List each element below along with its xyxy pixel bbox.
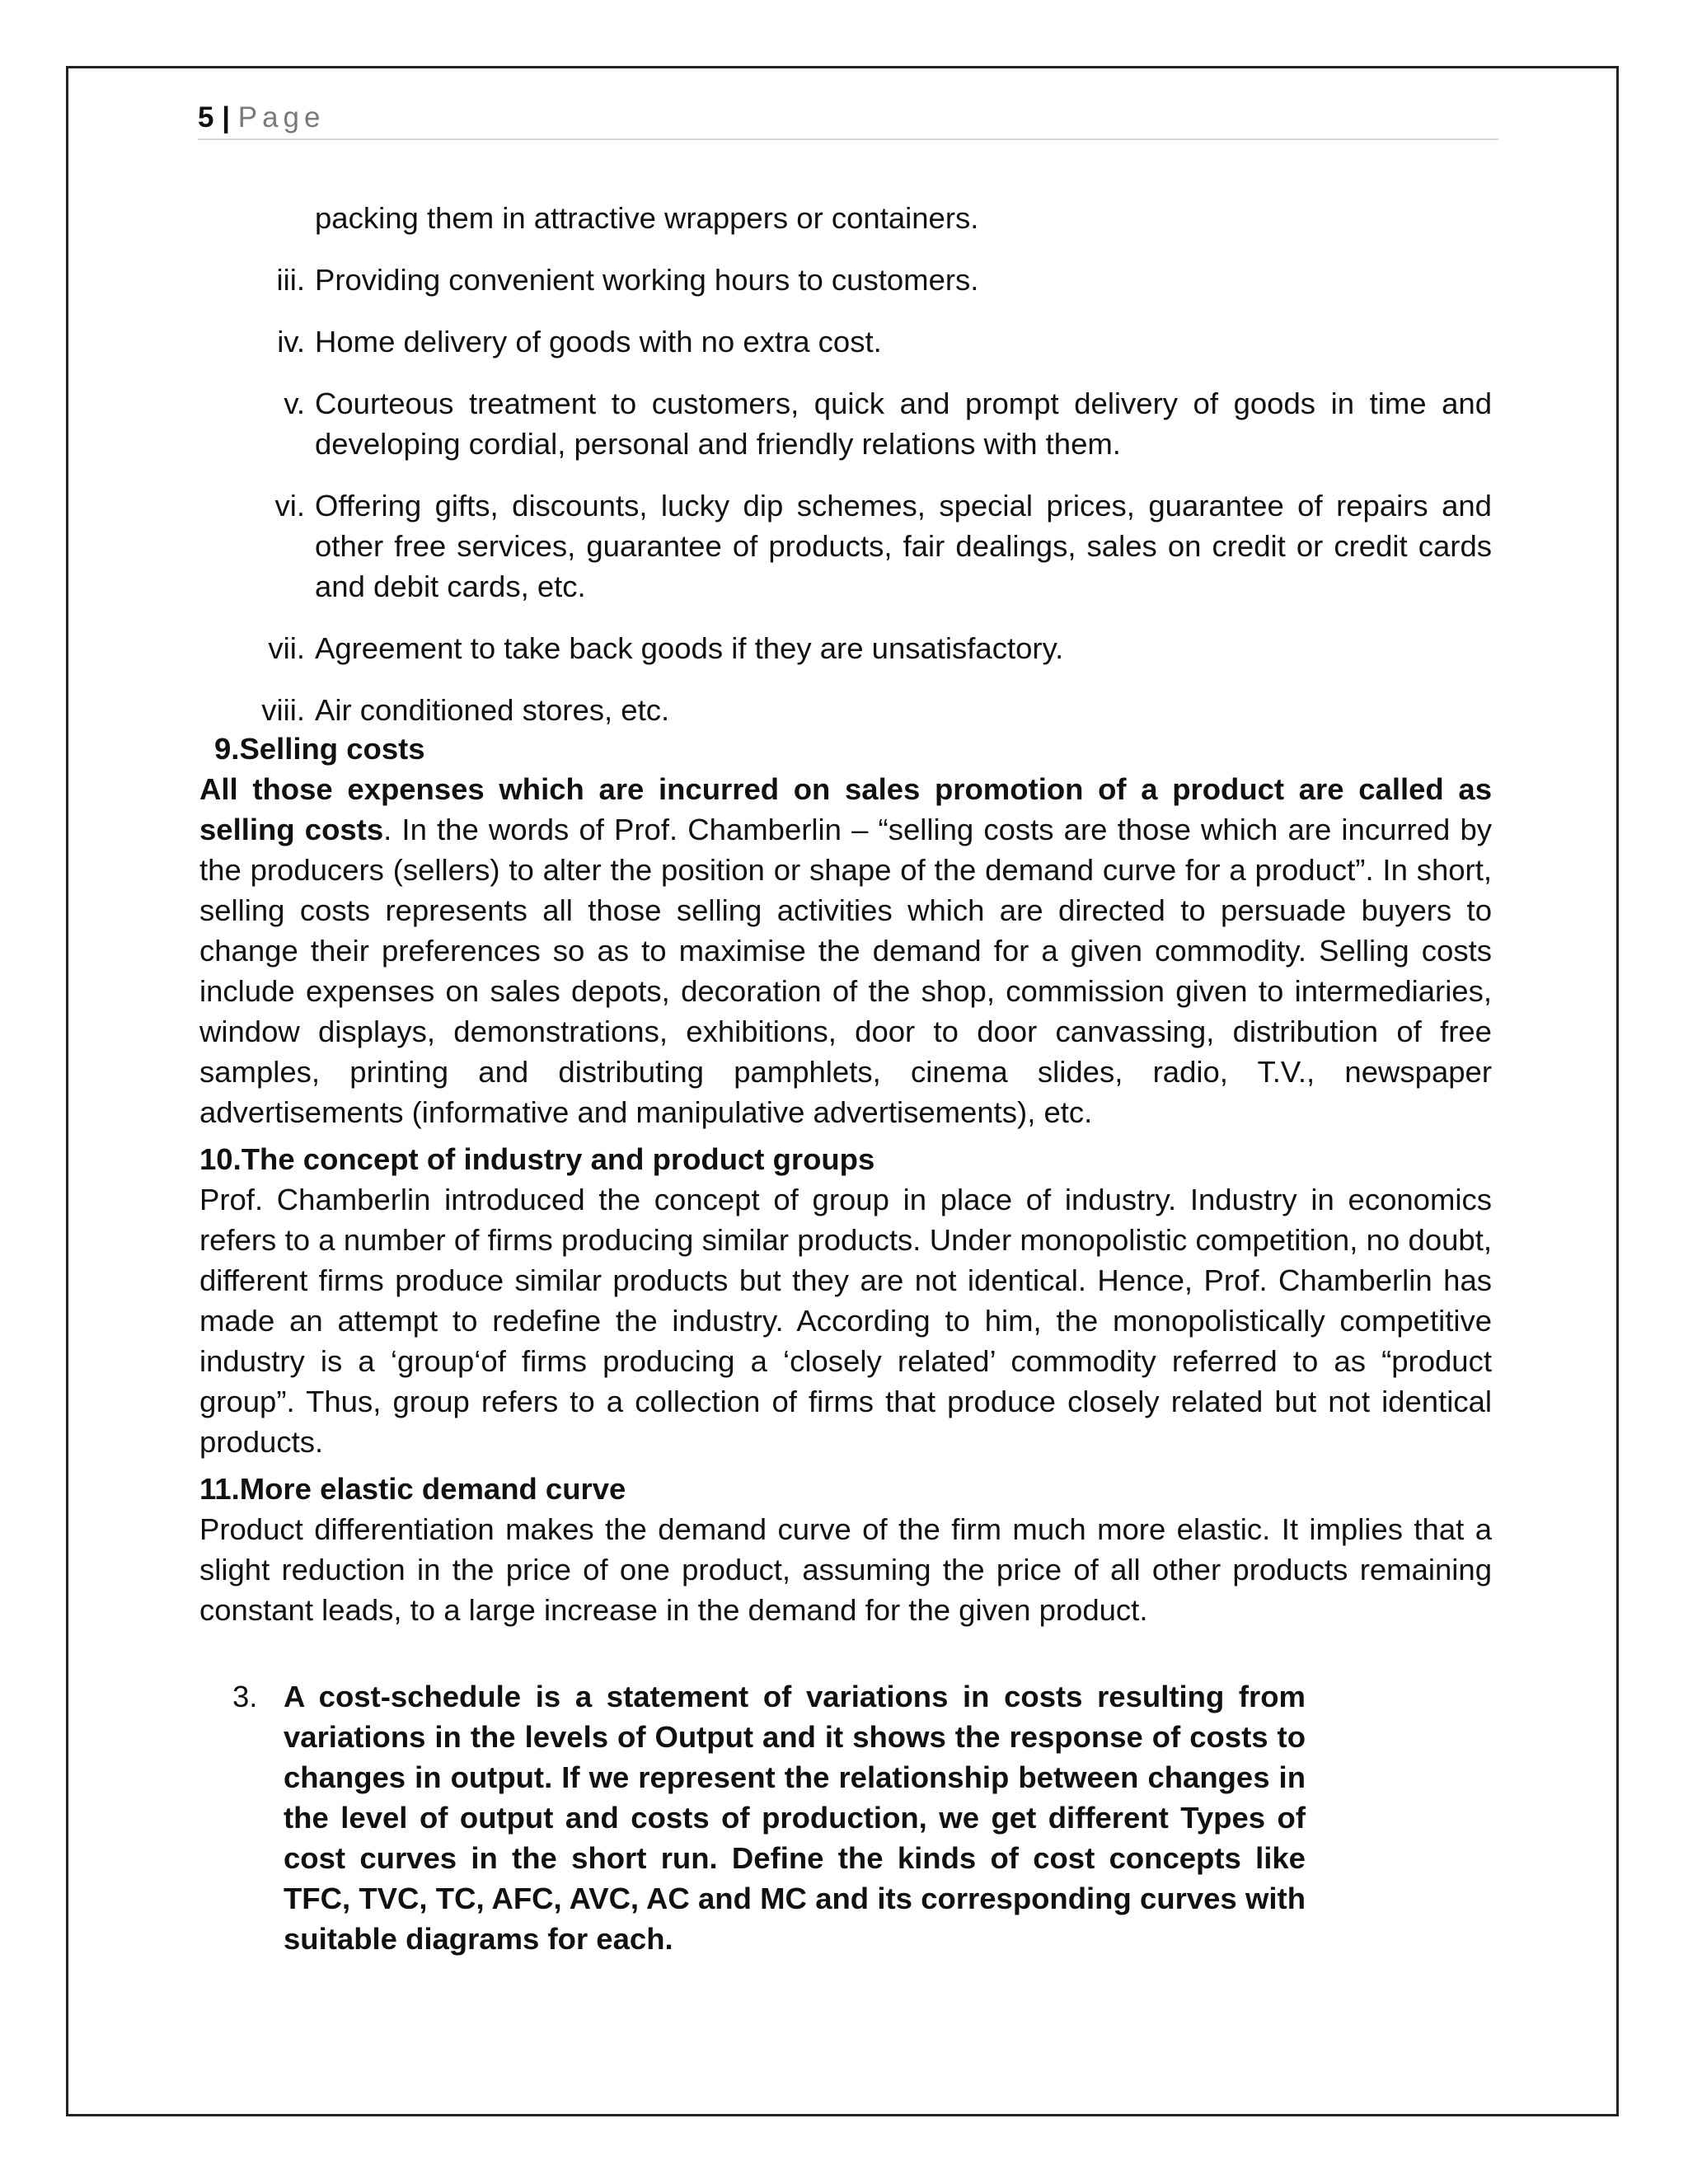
section-paragraph-elastic-demand [199, 1509, 1492, 1630]
list-item-text: Offering gifts, discounts, lucky dip schemes, special prices, guarantee of repairs and other free services, guarantee of products, fair dealings, sales on credit or credit cards and debit cards, etc. [315, 489, 1492, 603]
list-item [199, 260, 1492, 300]
section-heading-elastic-demand: 11.More elastic demand curve [199, 1472, 626, 1506]
list-item-number: vi. [274, 489, 305, 523]
list-item [199, 198, 1492, 238]
list-item-number: viii. [261, 693, 305, 727]
header-separator: | [222, 101, 230, 134]
section-heading-industry-groups: 10.The concept of industry and product groups [199, 1142, 875, 1176]
section-heading-selling-costs: 9.Selling costs [214, 732, 425, 766]
list-item-text: Air conditioned stores, etc. [315, 693, 670, 727]
question [199, 1676, 1306, 1959]
page-content [199, 198, 1492, 1959]
list-item-number: v. [284, 387, 305, 420]
list-item-text: Providing convenient working hours to customers. [315, 263, 979, 297]
question-number: 3. [232, 1680, 258, 1713]
list-item-number: iii. [276, 263, 305, 297]
section-paragraph-selling-costs [199, 769, 1492, 1132]
list-item [199, 383, 1492, 464]
list-item [199, 628, 1492, 668]
list-item-text: Courteous treatment to customers, quick and prompt delivery of goods in time and developing cordial, personal and friendly relations with them. [315, 387, 1492, 461]
list-item-text: Agreement to take back goods if they are unsatisfactory. [315, 631, 1064, 665]
list-item-number: iv. [277, 325, 305, 359]
list-item-text: Home delivery of goods with no extra cost. [315, 325, 882, 359]
list-item [199, 321, 1492, 362]
list-item [199, 690, 1492, 730]
section-lead: All those expenses which are incurred on sales promotion of a product are called as selling costs [199, 772, 1492, 846]
page-header [198, 97, 1498, 140]
page-word: Page [237, 101, 326, 134]
question-text: A cost-schedule is a statement of variations in costs resulting from variations in the levels of Output and it shows the response of costs to changes in output. If we represent the relationship between changes in the level of output and costs of production, we get different Types of cost curves in the short run. Define the kinds of cost concepts like TFC, TVC, TC, AFC, AVC, AC and MC and its corresponding curves with suitable diagrams for each. [284, 1680, 1306, 1956]
list-item-number: vii. [268, 631, 305, 665]
list-item-text: packing them in attractive wrappers or containers. [315, 201, 979, 235]
section-paragraph-industry-groups [199, 1179, 1492, 1462]
page-number: 5 [198, 101, 214, 134]
list-item [199, 485, 1492, 607]
section-body: Product differentiation makes the demand curve of the firm much more elastic. It implies that a slight reduction in the price of one product, assuming the price of all other products remaining constant leads, to a large increase in the demand for the given product. [199, 1512, 1492, 1627]
section-body: Prof. Chamberlin introduced the concept of group in place of industry. Industry in economics refers to a number of firms producing similar products. Under monopolistic competition, no doubt, different firms produce similar products but they are not identical. Hence, Prof. Chamberlin has made an attempt to redefine the industry. According to him, the monopolistically competitive industry is a ‘group‘of firms producing a ‘closely related’ commodity referred to as “product group”. Thus, group refers to a collection of firms that produce closely related but not identical products. [199, 1183, 1492, 1459]
section-body: . In the words of Prof. Chamberlin – “selling costs are those which are incurred by the producers (sellers) to alter the position or shape of the demand curve for a product”. In short, selling costs represents all those selling activities which are directed to persuade buyers to change their preferences so as to maximise the demand for a given commodity. Selling costs include expenses on sales depots, decoration of the shop, commission given to intermediaries, window displays, demonstrations, exhibitions, door to door canvassing, distribution of free samples, printing and distributing pamphlets, cinema slides, radio, T.V., newspaper advertisements (informative and manipulative advertisements), etc. [199, 813, 1492, 1129]
